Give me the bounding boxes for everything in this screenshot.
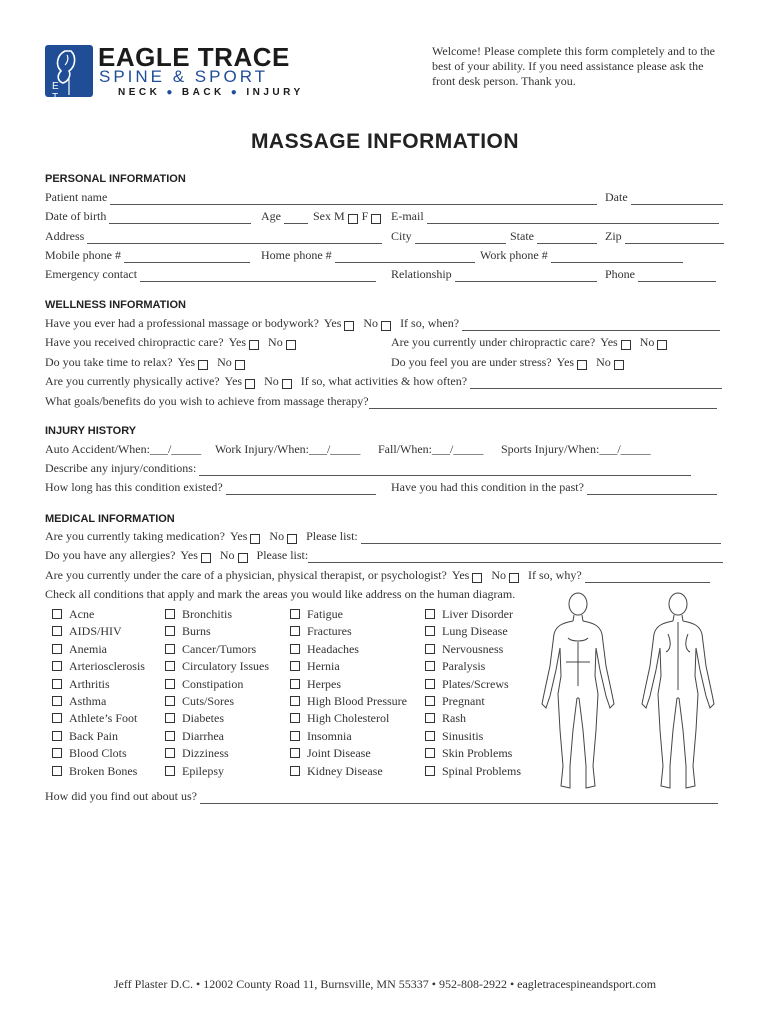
past-label: Have you had this condition in the past? (391, 480, 584, 494)
condition-checkbox[interactable] (425, 644, 435, 654)
emergency-label: Emergency contact (45, 267, 138, 281)
condition-item[interactable] (165, 659, 269, 674)
city-label: City (391, 229, 412, 243)
condition-label: Diabetes (182, 711, 224, 726)
condition-item[interactable] (52, 746, 127, 761)
stress-yes-checkbox[interactable] (577, 360, 587, 370)
activities-field[interactable] (470, 376, 722, 389)
row-injury-1 (45, 441, 725, 457)
state-field[interactable] (537, 231, 597, 244)
condition-item[interactable] (52, 711, 137, 726)
condition-label: Insomnia (307, 728, 352, 743)
no-label: No (639, 335, 655, 349)
condition-label: Plates/Screws (442, 676, 509, 691)
condition-label: AIDS/HIV (69, 624, 122, 639)
medication-question: Are you currently taking medication? (45, 529, 225, 543)
welcome-text: Welcome! Please complete this form completely and to the best of your ability. If you need assistance please ask the front desk person. Thank you. (432, 44, 715, 88)
condition-item[interactable] (290, 746, 371, 761)
footer-contact: Jeff Plaster D.C. • 12002 County Road 11, Burnsville, MN 55337 • 952-808-2922 • eagletracespineandsport.com (113, 977, 657, 991)
logo-mark (45, 45, 93, 103)
massage-question: Have you ever had a professional massage or bodywork? (45, 316, 319, 330)
human-diagram[interactable] (528, 590, 728, 800)
condition-checkbox[interactable] (52, 731, 62, 741)
condition-item[interactable] (425, 764, 521, 779)
sports-injury-field[interactable]: Sports Injury/When:___/_____ (501, 442, 651, 456)
row-medical-1 (45, 528, 725, 544)
work-phone-label: Work phone # (480, 248, 548, 262)
describe-field[interactable] (199, 463, 691, 476)
condition-label: Cuts/Sores (182, 694, 235, 708)
active-question: Are you currently physically active? (45, 374, 220, 388)
condition-item[interactable] (425, 677, 509, 692)
yes-label: Yes (177, 355, 196, 369)
patient-name-label: Patient name (45, 190, 108, 204)
zip-field[interactable] (625, 231, 724, 244)
chiro-current-yes-checkbox[interactable] (621, 340, 631, 350)
care-why-field[interactable] (585, 570, 710, 583)
mobile-label: Mobile phone # (45, 248, 121, 262)
condition-item[interactable] (52, 677, 110, 692)
chiro-no-checkbox[interactable] (286, 340, 296, 350)
condition-item[interactable] (165, 694, 234, 709)
home-phone-label: Home phone # (261, 248, 332, 262)
care-yes-checkbox[interactable] (472, 573, 482, 583)
phone-field[interactable] (638, 269, 716, 282)
condition-item[interactable] (290, 659, 340, 674)
date-field[interactable] (631, 192, 723, 205)
condition-checkbox[interactable] (425, 713, 435, 723)
condition-checkbox[interactable] (290, 696, 300, 706)
relationship-field[interactable] (455, 269, 597, 282)
condition-checkbox[interactable] (165, 696, 175, 706)
condition-label: Headaches (307, 641, 359, 656)
massage-no-checkbox[interactable] (381, 321, 391, 331)
condition-checkbox[interactable] (290, 661, 300, 671)
condition-item[interactable] (290, 694, 407, 709)
goals-question: What goals/benefits do you wish to achieve from massage therapy? (45, 394, 369, 408)
dob-label: Date of birth (45, 209, 107, 223)
zip-label: Zip (605, 229, 622, 243)
city-field[interactable] (415, 231, 506, 244)
condition-label: Sinusitis (442, 728, 484, 743)
condition-checkbox[interactable] (425, 679, 435, 689)
row-wellness-1 (45, 315, 725, 331)
email-field[interactable] (427, 211, 719, 224)
chiro-yes-checkbox[interactable] (249, 340, 259, 350)
condition-label: Cancer/Tumors (182, 641, 257, 656)
find-out-label: How did you find out about us? (45, 789, 197, 803)
row-wellness-3 (45, 354, 725, 370)
relax-question: Do you take time to relax? (45, 355, 173, 369)
condition-checkbox[interactable] (290, 748, 300, 758)
massage-yes-checkbox[interactable] (344, 321, 354, 331)
row-address (45, 228, 725, 244)
work-injury-field[interactable]: Work Injury/When:___/_____ (215, 442, 361, 456)
no-label: No (217, 355, 232, 369)
row-medical-3 (45, 567, 725, 583)
condition-label: Acne (69, 607, 95, 621)
mobile-field[interactable] (124, 250, 250, 263)
state-label: State (510, 229, 534, 243)
allergies-question: Do you have any allergies? (45, 548, 176, 562)
condition-label: Hernia (307, 659, 340, 674)
condition-item[interactable] (425, 642, 503, 657)
condition-checkbox[interactable] (52, 626, 62, 636)
logo-tag-injury: INJURY (246, 87, 304, 98)
condition-item[interactable] (165, 624, 211, 639)
yes-label: Yes (600, 335, 618, 349)
no-label: No (363, 316, 379, 330)
condition-label: Asthma (69, 694, 107, 708)
emergency-field[interactable] (140, 269, 376, 282)
condition-item[interactable] (425, 746, 512, 761)
medication-yes-checkbox[interactable] (250, 534, 260, 544)
condition-item[interactable] (165, 746, 229, 761)
care-no-checkbox[interactable] (509, 573, 519, 583)
massage-when-field[interactable] (462, 318, 720, 331)
condition-label: Pregnant (442, 694, 485, 708)
stress-question: Do you feel you are under stress? (391, 355, 552, 369)
row-injury-2 (45, 460, 725, 476)
sex-f-checkbox[interactable] (371, 214, 381, 224)
condition-label: Fatigue (307, 607, 343, 621)
condition-item[interactable] (425, 624, 508, 639)
condition-item[interactable] (290, 677, 341, 692)
condition-item[interactable] (425, 607, 513, 622)
row-medical-2 (45, 547, 725, 563)
condition-label: Diarrhea (182, 728, 224, 743)
condition-item[interactable] (290, 624, 352, 639)
condition-item[interactable] (425, 711, 466, 726)
logo-tag-neck: NECK (118, 87, 161, 98)
yes-label: Yes (228, 335, 247, 349)
condition-checkbox[interactable] (165, 748, 175, 758)
logo-title: EAGLE TRACE (98, 42, 290, 72)
address-label: Address (45, 229, 85, 243)
condition-item[interactable] (52, 764, 137, 779)
stress-no-checkbox[interactable] (614, 360, 624, 370)
condition-label: Kidney Disease (307, 763, 383, 778)
work-phone-field[interactable] (551, 250, 683, 263)
condition-item[interactable] (425, 659, 485, 674)
condition-item[interactable] (165, 642, 256, 657)
row-find-out (45, 788, 725, 804)
condition-checkbox[interactable] (165, 731, 175, 741)
condition-label: Back Pain (69, 728, 118, 743)
condition-label: Bronchitis (182, 607, 232, 621)
condition-item[interactable] (290, 711, 389, 726)
allergies-yes-checkbox[interactable] (201, 553, 211, 563)
condition-checkbox[interactable] (165, 644, 175, 654)
no-label: No (491, 568, 507, 582)
condition-checkbox[interactable] (165, 713, 175, 723)
body-front-figure (542, 593, 614, 788)
goals-field[interactable] (369, 396, 717, 409)
condition-label: Constipation (182, 676, 244, 691)
no-label: No (596, 355, 611, 369)
no-label: No (269, 529, 285, 543)
phone-label: Phone (605, 267, 635, 281)
condition-label: Anemia (69, 641, 107, 656)
condition-checkbox[interactable] (290, 644, 300, 654)
medication-no-checkbox[interactable] (287, 534, 297, 544)
row-injury-3 (45, 479, 725, 495)
home-phone-field[interactable] (335, 250, 475, 263)
condition-item[interactable] (165, 729, 224, 744)
please-list-label: Please list: (256, 548, 309, 562)
condition-label: High Blood Pressure (307, 694, 407, 708)
condition-checkbox[interactable] (290, 766, 300, 776)
row-dob (45, 208, 725, 224)
injury-heading: INJURY HISTORY (45, 425, 137, 437)
condition-checkbox[interactable] (425, 731, 435, 741)
condition-label: Circulatory Issues (182, 659, 269, 674)
describe-label: Describe any injury/conditions: (45, 461, 197, 475)
condition-checkbox[interactable] (52, 679, 62, 689)
address-field[interactable] (87, 231, 382, 244)
page-title: MASSAGE INFORMATION (250, 130, 520, 153)
dob-field[interactable] (109, 211, 251, 224)
condition-checkbox[interactable] (290, 609, 300, 619)
condition-label: Joint Disease (307, 746, 371, 761)
auto-accident-field[interactable]: Auto Accident/When:___/_____ (45, 442, 202, 456)
please-list-label: Please list: (306, 529, 358, 543)
condition-item[interactable] (290, 764, 383, 779)
email-label: E-mail (391, 209, 424, 223)
fall-field[interactable]: Fall/When:___/_____ (378, 442, 484, 456)
past-field[interactable] (587, 482, 717, 495)
yes-label: Yes (556, 355, 575, 369)
chiro-current-no-checkbox[interactable] (657, 340, 667, 350)
condition-checkbox[interactable] (425, 626, 435, 636)
condition-item[interactable] (52, 729, 118, 744)
row-wellness-5 (45, 393, 725, 409)
yes-label: Yes (451, 568, 470, 582)
relationship-label: Relationship (391, 267, 452, 281)
condition-item[interactable] (425, 694, 485, 709)
condition-item[interactable] (52, 659, 145, 674)
condition-item[interactable] (165, 677, 243, 692)
condition-checkbox[interactable] (425, 661, 435, 671)
condition-label: Liver Disorder (442, 607, 513, 621)
allergies-list-field[interactable] (308, 550, 723, 563)
condition-item[interactable] (52, 642, 107, 657)
condition-item[interactable] (290, 729, 352, 744)
condition-item[interactable] (165, 711, 224, 726)
condition-label: Rash (442, 711, 466, 726)
condition-item[interactable] (52, 694, 106, 709)
condition-item[interactable] (165, 607, 232, 622)
row-wellness-4 (45, 373, 725, 389)
patient-name-field[interactable] (110, 192, 597, 205)
condition-item[interactable] (425, 729, 483, 744)
logo-tag-back: BACK (181, 87, 225, 98)
condition-label: Skin Problems (442, 746, 513, 761)
condition-label: Broken Bones (69, 763, 138, 778)
condition-label: Lung Disease (442, 624, 508, 639)
row-phones (45, 247, 725, 263)
chiro-current-question: Are you currently under chiropractic care? (391, 335, 596, 349)
medication-list-field[interactable] (361, 531, 721, 544)
condition-item[interactable] (52, 624, 122, 639)
body-back-figure (642, 593, 714, 788)
condition-checkbox[interactable] (52, 609, 62, 619)
condition-checkbox[interactable] (165, 661, 175, 671)
find-out-field[interactable] (200, 791, 718, 804)
condition-label: Athlete’s Foot (69, 711, 138, 726)
condition-checkbox[interactable] (52, 696, 62, 706)
allergies-no-checkbox[interactable] (238, 553, 248, 563)
relax-no-checkbox[interactable] (235, 360, 245, 370)
condition-checkbox[interactable] (165, 766, 175, 776)
condition-checkbox[interactable] (290, 731, 300, 741)
condition-label: High Cholesterol (307, 711, 390, 726)
condition-label: Spinal Problems (442, 763, 522, 778)
condition-label: Fractures (307, 624, 352, 639)
condition-checkbox[interactable] (165, 679, 175, 689)
no-label: No (219, 548, 235, 562)
condition-checkbox[interactable] (290, 626, 300, 636)
logo-subtitle: SPINE & SPORT (99, 67, 269, 86)
relax-yes-checkbox[interactable] (198, 360, 208, 370)
condition-checkbox[interactable] (290, 679, 300, 689)
how-long-field[interactable] (226, 482, 376, 495)
condition-label: Dizziness (182, 746, 229, 761)
condition-item[interactable] (52, 607, 94, 622)
condition-label: Epilepsy (182, 763, 224, 778)
yes-label: Yes (180, 548, 198, 562)
condition-checkbox[interactable] (52, 644, 62, 654)
age-field[interactable] (284, 211, 308, 224)
medical-heading: MEDICAL INFORMATION (45, 513, 175, 525)
condition-checkbox[interactable] (290, 713, 300, 723)
condition-checkbox[interactable] (52, 713, 62, 723)
how-long-label: How long has this condition existed? (45, 480, 223, 494)
condition-label: Blood Clots (69, 746, 127, 761)
condition-label: Arteriosclerosis (69, 659, 145, 674)
condition-label: Herpes (307, 676, 341, 691)
yes-label: Yes (224, 374, 243, 388)
logo-mark-text: E T (52, 81, 68, 103)
condition-checkbox[interactable] (425, 696, 435, 706)
chiro-question: Have you received chiropractic care? (45, 335, 224, 349)
personal-heading: PERSONAL INFORMATION (45, 173, 186, 185)
condition-checkbox[interactable] (425, 748, 435, 758)
yes-label: Yes (323, 316, 342, 330)
condition-item[interactable] (290, 642, 359, 657)
condition-checkbox[interactable] (425, 609, 435, 619)
condition-item[interactable] (165, 764, 224, 779)
no-label: No (264, 374, 279, 388)
age-label: Age (261, 209, 281, 223)
care-question: Are you currently under the care of a physician, physical therapist, or psychologist? (45, 568, 447, 582)
activities-label: If so, what activities & how often? (300, 374, 468, 388)
row-patient (45, 189, 725, 205)
active-no-checkbox[interactable] (282, 379, 292, 389)
condition-label: Paralysis (442, 659, 486, 674)
condition-label: Nervousness (442, 641, 504, 656)
if-so-why-label: If so, why? (528, 568, 582, 582)
check-all-instructions: Check all conditions that apply and mark the areas you would like address on the human diagram. (45, 587, 516, 601)
wellness-heading: WELLNESS INFORMATION (45, 299, 186, 311)
date-label: Date (605, 190, 628, 204)
no-label: No (268, 335, 283, 349)
condition-checkbox[interactable] (52, 748, 62, 758)
condition-item[interactable] (290, 607, 343, 622)
condition-checkbox[interactable] (52, 766, 62, 776)
condition-checkbox[interactable] (52, 661, 62, 671)
condition-checkbox[interactable] (165, 609, 175, 619)
yes-label: Yes (229, 529, 248, 543)
row-emergency (45, 266, 725, 282)
when-label: If so, when? (400, 316, 460, 330)
condition-checkbox[interactable] (165, 626, 175, 636)
condition-checkbox[interactable] (425, 766, 435, 776)
row-wellness-2 (45, 334, 725, 350)
sex-label: Sex M (313, 209, 345, 223)
condition-label: Arthritis (69, 676, 110, 691)
sex-f-label: F (361, 209, 369, 223)
active-yes-checkbox[interactable] (245, 379, 255, 389)
condition-label: Burns (182, 624, 211, 639)
sex-m-checkbox[interactable] (348, 214, 358, 224)
logo-tagline: NECK ● BACK ● INJURY (118, 87, 304, 98)
